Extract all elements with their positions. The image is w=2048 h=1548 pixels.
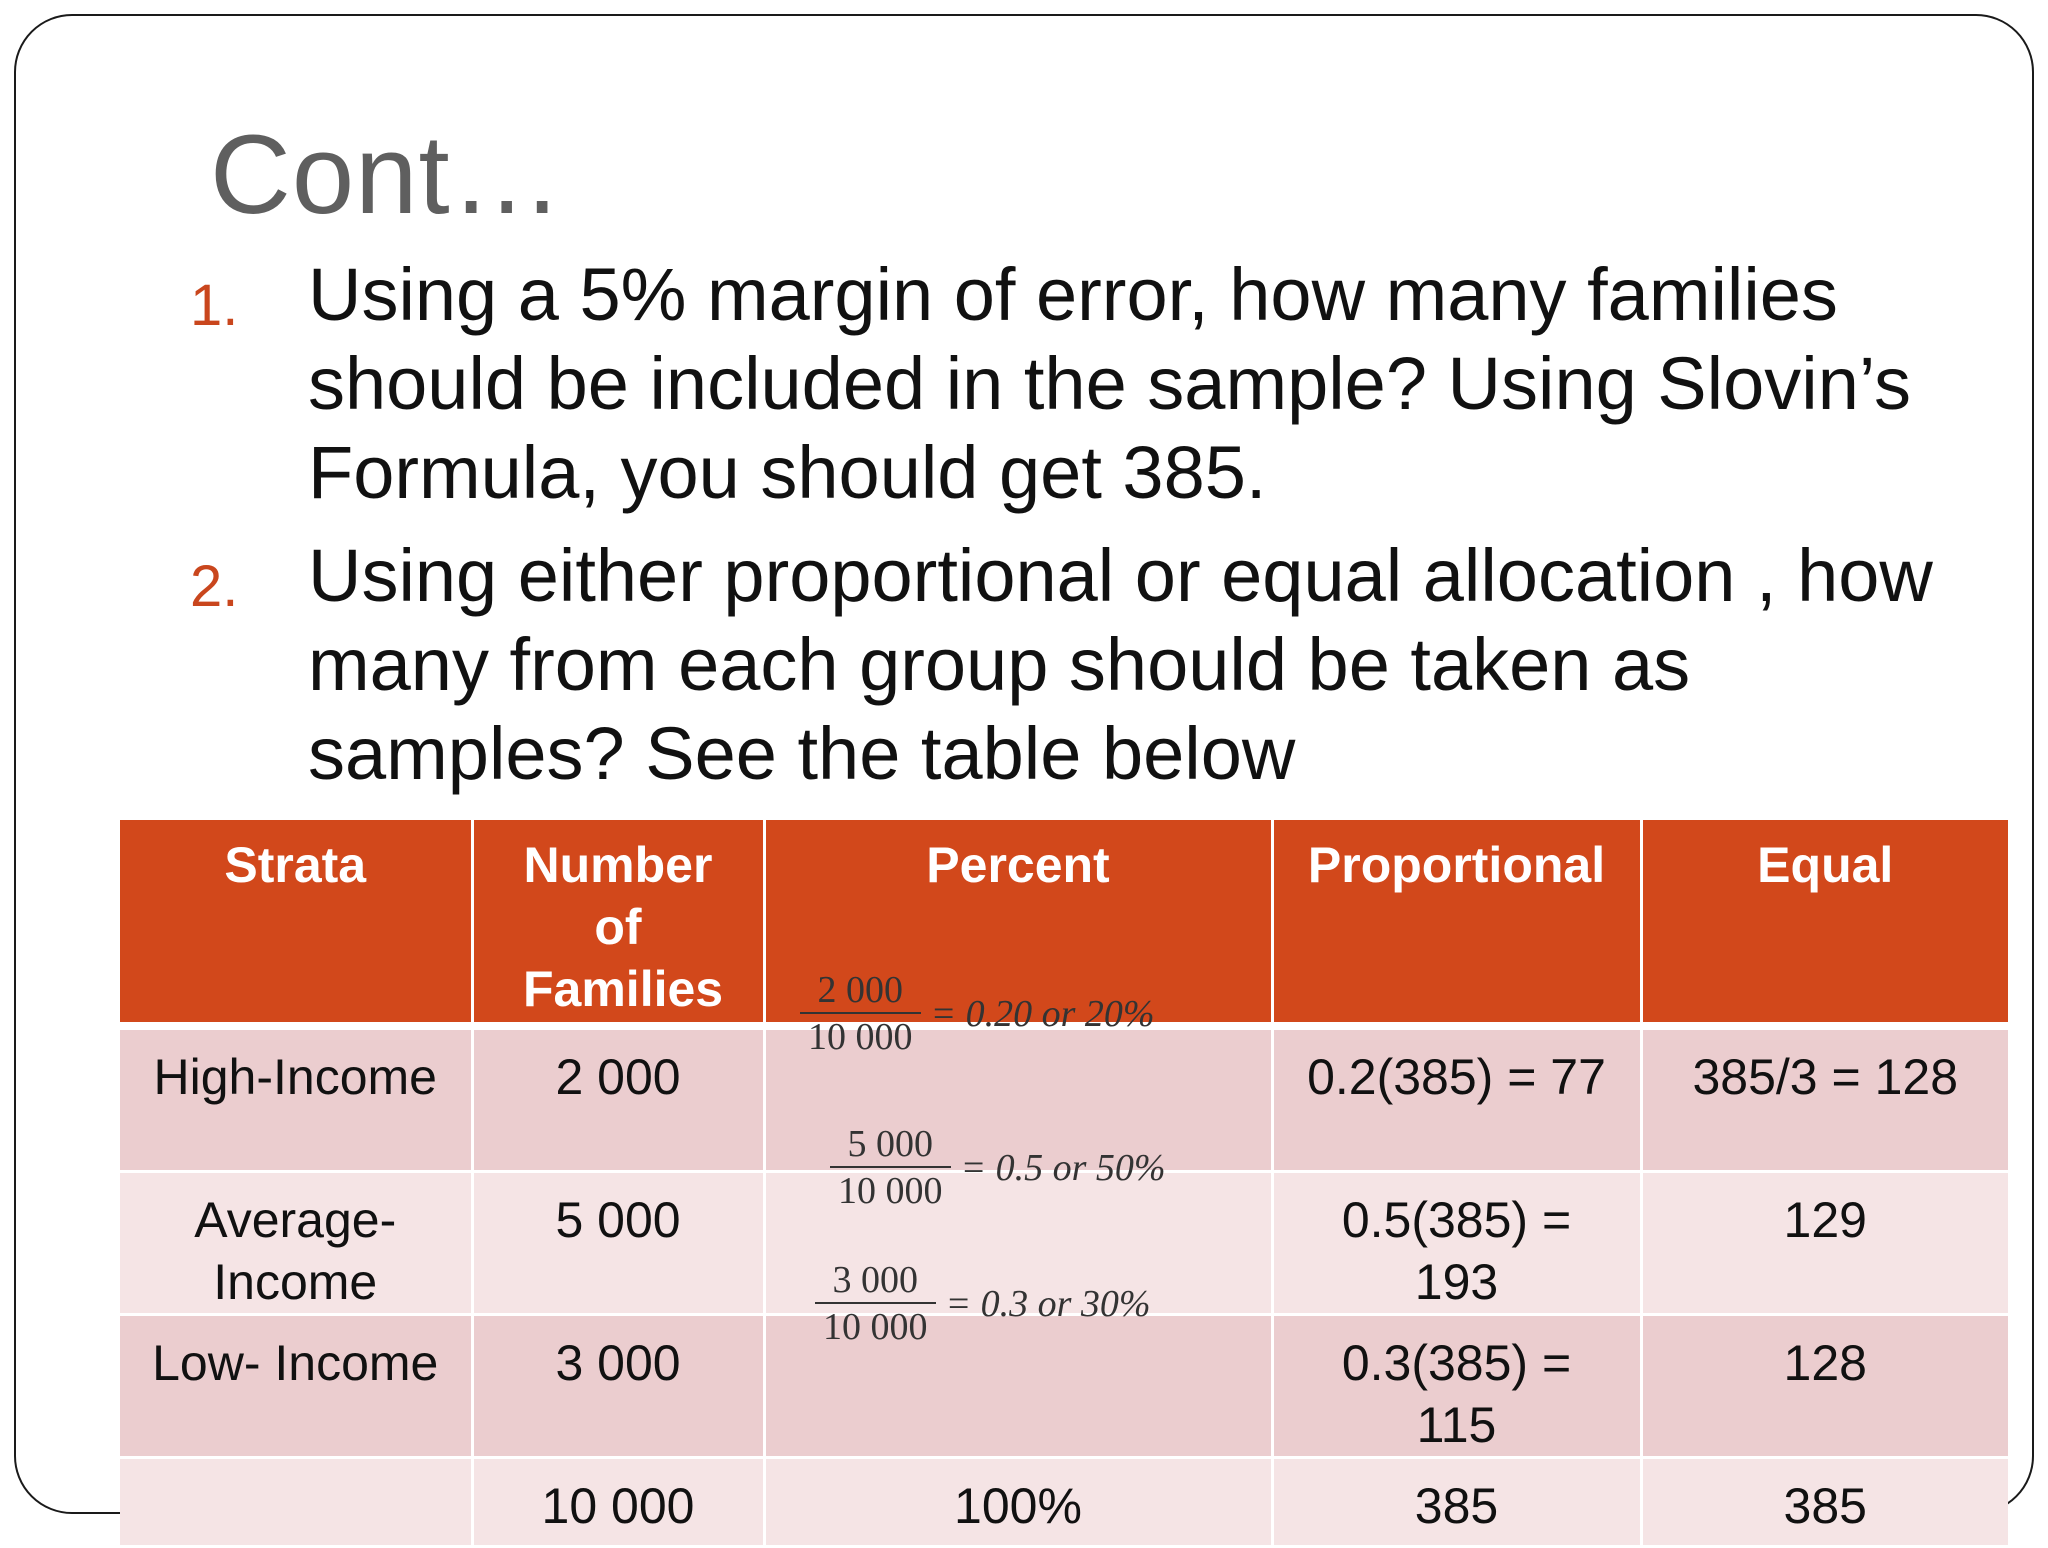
cell-equal: 385/3 = 128 (1641, 1026, 2008, 1172)
fraction-denominator: 10 000 (823, 1306, 928, 1348)
cell-proportional-label: 0.5(385) = 193 (1341, 1192, 1572, 1310)
strata-table (120, 820, 2008, 1548)
table-header-row (120, 820, 2008, 1026)
fraction-numerator: 3 000 (832, 1259, 918, 1301)
question-number: 1. (190, 273, 239, 338)
table-row (120, 1026, 2008, 1172)
question-text: Using a 5% margin of error, how many families should be included in the sample? Using Slovin’s Formula, you should get 385. (308, 253, 1911, 514)
table-row-total (120, 1458, 2008, 1547)
cell-strata-label: Average-Income (194, 1192, 397, 1310)
cell-strata (120, 1172, 472, 1315)
question-number: 2. (190, 554, 239, 619)
cell-proportional (1272, 1172, 1641, 1315)
question-text: Using either proportional or equal allocation , how many from each group should be taken as samples? See the table below (308, 534, 1933, 795)
question-item (190, 250, 2010, 517)
header-proportional: Proportional (1272, 820, 1641, 1026)
cell-proportional: 385 (1272, 1458, 1641, 1547)
cell-proportional-label: 0.3(385) = 115 (1341, 1335, 1572, 1453)
cell-strata: Low- Income (120, 1315, 472, 1458)
cell-strata (120, 1458, 472, 1547)
cell-families: 5 000 (472, 1172, 764, 1315)
fraction-denominator: 10 000 (808, 1016, 913, 1058)
table-row (120, 1172, 2008, 1315)
fraction-result: = 0.5 or 50% (960, 1147, 1166, 1189)
cell-percent: 100% (764, 1458, 1272, 1547)
fraction-numerator: 5 000 (847, 1123, 933, 1165)
cell-percent (764, 1026, 1272, 1172)
cell-equal: 128 (1641, 1315, 2008, 1458)
cell-proportional (1272, 1315, 1641, 1458)
fraction-result: = 0.3 or 30% (945, 1283, 1151, 1325)
cell-equal: 129 (1641, 1172, 2008, 1315)
fraction-numerator: 2 000 (817, 969, 903, 1011)
header-number-of-families (472, 820, 764, 1026)
cell-families: 2 000 (472, 1026, 764, 1172)
question-list (190, 250, 2010, 812)
cell-strata: High-Income (120, 1026, 472, 1172)
fraction-denominator: 10 000 (838, 1170, 943, 1212)
table-row (120, 1315, 2008, 1458)
fraction-result: = 0.20 or 20% (930, 993, 1155, 1035)
cell-equal: 385 (1641, 1458, 2008, 1547)
header-strata: Strata (120, 820, 472, 1026)
cell-families: 10 000 (472, 1458, 764, 1547)
question-item (190, 531, 2010, 798)
cell-percent (764, 1172, 1272, 1315)
cell-percent (764, 1315, 1272, 1458)
header-equal: Equal (1641, 820, 2008, 1026)
cell-families: 3 000 (472, 1315, 764, 1458)
header-number-of-families-label: Number of Families (523, 837, 724, 1017)
slide-title: Cont… (210, 112, 564, 237)
cell-proportional: 0.2(385) = 77 (1272, 1026, 1641, 1172)
header-percent: Percent (764, 820, 1272, 1026)
